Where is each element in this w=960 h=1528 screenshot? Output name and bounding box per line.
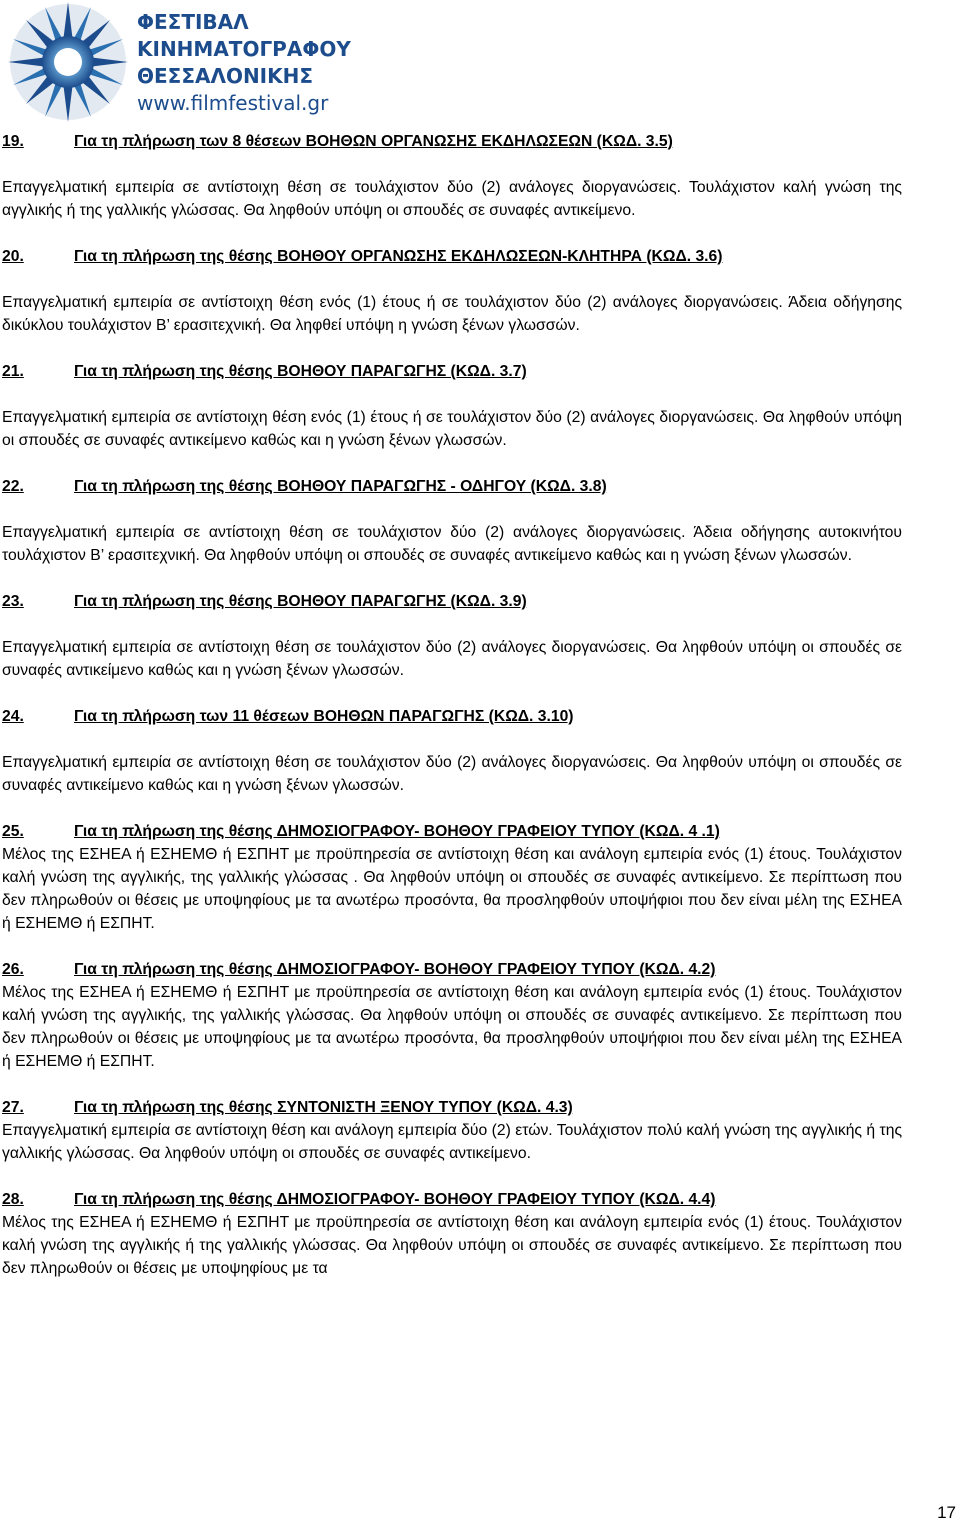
position-section-25 <box>2 820 902 935</box>
position-section-24 <box>2 705 902 797</box>
section-title: Για τη πλήρωση της θέσης ΔΗΜΟΣΙΟΓΡΑΦΟΥ- ΒΟΗΘΟΥ ΓΡΑΦΕΙΟΥ ΤΥΠΟΥ (ΚΩΔ. 4.4) <box>74 1191 716 1208</box>
section-title: Για τη πλήρωση των 11 θέσεων ΒΟΗΘΩΝ ΠΑΡΑΓΩΓΗΣ (ΚΩΔ. 3.10) <box>74 708 574 725</box>
section-heading <box>2 1096 902 1119</box>
section-text: Επαγγελματική εμπειρία σε αντίστοιχη θέση σε τουλάχιστον δύο (2) ανάλογες διοργανώσεις. Τουλάχιστον καλή γνώση της αγγλικής ή της γαλλικής γλώσσας. Θα ληφθούν υπόψη οι σπουδές σε συναφές αντικείμενο. <box>2 179 902 219</box>
section-heading <box>2 1188 902 1211</box>
page-header <box>0 0 960 125</box>
position-section-20 <box>2 245 902 337</box>
section-title: Για τη πλήρωση της θέσης ΒΟΗΘΟΥ ΠΑΡΑΓΩΓΗΣ (ΚΩΔ. 3.7) <box>74 363 527 380</box>
section-text: Επαγγελματική εμπειρία σε αντίστοιχη θέση ενός (1) έτους ή σε τουλάχιστον δύο (2) ανάλογες διοργανώσεις. Θα ληφθούν υπόψη οι σπουδές σε συναφές αντικείμενο καθώς και η γνώση ξένων γλωσσών. <box>2 409 902 449</box>
section-heading <box>2 958 902 981</box>
section-title: Για τη πλήρωση των 8 θέσεων ΒΟΗΘΩΝ ΟΡΓΑΝΩΣΗΣ ΕΚΔΗΛΩΣΕΩΝ (ΚΩΔ. 3.5) <box>74 133 673 150</box>
section-number: 20. <box>2 248 24 265</box>
section-text: Μέλος της ΕΣΗΕΑ ή ΕΣΗΕΜΘ ή ΕΣΠΗΤ με προϋπηρεσία σε αντίστοιχη θέση και ανάλογη εμπειρία ενός (1) έτους. Τουλάχιστον καλή γνώση της αγγλικής, της γαλλικής γλώσσας. Θα ληφθούν υπόψη οι σπουδές σε συναφές αντικείμενο. Σε περίπτωση που δεν πληρωθούν οι θέσεις με υποψηφίους με τα ανωτέρω προσόντα, θα προσληφθούν υποψήφιοι που δεν είναι μέλη της ΕΣΗΕΑ ή ΕΣΗΕΜΘ ή ΕΣΠΗΤ. <box>2 984 902 1070</box>
section-text: Επαγγελματική εμπειρία σε αντίστοιχη θέση ενός (1) έτους ή σε τουλάχιστον δύο (2) ανάλογες διοργανώσεις. Άδεια οδήγησης δικύκλου τουλάχιστον Β’ ερασιτεχνική. Θα ληφθεί υπόψη η γνώση ξένων γλωσσών. <box>2 294 902 334</box>
section-title: Για τη πλήρωση της θέσης ΒΟΗΘΟΥ ΟΡΓΑΝΩΣΗΣ ΕΚΔΗΛΩΣΕΩΝ-ΚΛΗΤΗΡΑ (ΚΩΔ. 3.6) <box>74 248 723 265</box>
section-title: Για τη πλήρωση της θέσης ΒΟΗΘΟΥ ΠΑΡΑΓΩΓΗΣ (ΚΩΔ. 3.9) <box>74 593 527 610</box>
section-heading <box>2 360 902 383</box>
section-number: 26. <box>2 961 24 978</box>
section-text: Επαγγελματική εμπειρία σε αντίστοιχη θέση σε τουλάχιστον δύο (2) ανάλογες διοργανώσεις. Άδεια οδήγησης αυτοκινήτου τουλάχιστον Β’ ερασιτεχνική. Θα ληφθούν υπόψη οι σπουδές σε συναφές αντικείμενο καθώς και η γνώση ξένων γλωσσών. <box>2 524 902 564</box>
position-section-19 <box>2 130 902 222</box>
section-number: 19. <box>2 133 24 150</box>
position-section-27 <box>2 1096 902 1165</box>
logo-line-2: ΚΙΝΗΜΑΤΟΓΡΑΦΟΥ <box>137 37 351 61</box>
logo-url: www.filmfestival.gr <box>137 91 329 115</box>
logo-line-3: ΘΕΣΣΑΛΟΝΙΚΗΣ <box>137 64 314 88</box>
section-text: Επαγγελματική εμπειρία σε αντίστοιχη θέση σε τουλάχιστον δύο (2) ανάλογες διοργανώσεις. Θα ληφθούν υπόψη οι σπουδές σε συναφές αντικείμενο καθώς και η γνώση ξένων γλωσσών. <box>2 754 902 794</box>
section-number: 28. <box>2 1191 24 1208</box>
logo-line-1: ΦΕΣΤΙΒΑΛ <box>137 10 249 34</box>
page-number: 17 <box>937 1503 956 1522</box>
section-title: Για τη πλήρωση της θέσης ΔΗΜΟΣΙΟΓΡΑΦΟΥ- ΒΟΗΘΟΥ ΓΡΑΦΕΙΟΥ ΤΥΠΟΥ (ΚΩΔ. 4 .1) <box>74 823 720 840</box>
festival-logo-text <box>137 9 351 117</box>
section-heading <box>2 245 902 268</box>
section-number: 22. <box>2 478 24 495</box>
section-heading <box>2 705 902 728</box>
section-heading <box>2 590 902 613</box>
position-section-21 <box>2 360 902 452</box>
position-section-23 <box>2 590 902 682</box>
section-number: 23. <box>2 593 24 610</box>
position-section-26 <box>2 958 902 1073</box>
section-heading <box>2 820 902 843</box>
section-number: 27. <box>2 1099 24 1116</box>
section-number: 21. <box>2 363 24 380</box>
section-text: Μέλος της ΕΣΗΕΑ ή ΕΣΗΕΜΘ ή ΕΣΠΗΤ με προϋπηρεσία σε αντίστοιχη θέση και ανάλογη εμπειρία ενός (1) έτους. Τουλάχιστον καλή γνώση της αγγλικής ή της γαλλικής γλώσσας. Θα ληφθούν υπόψη οι σπουδές σε συναφές αντικείμενο. Σε περίπτωση που δεν πληρωθούν οι θέσεις με υποψηφίους με τα <box>2 1214 902 1277</box>
section-text: Μέλος της ΕΣΗΕΑ ή ΕΣΗΕΜΘ ή ΕΣΠΗΤ με προϋπηρεσία σε αντίστοιχη θέση και ανάλογη εμπειρία ενός (1) έτους. Τουλάχιστον καλή γνώση της αγγλικής, της γαλλικής γλώσσας . Θα ληφθούν υπόψη οι σπουδές σε συναφές αντικείμενο. Σε περίπτωση που δεν πληρωθούν οι θέσεις με υποψηφίους με τα ανωτέρω προσόντα, θα προσληφθούν υποψήφιοι που δεν είναι μέλη της ΕΣΗΕΑ ή ΕΣΗΕΜΘ ή ΕΣΠΗΤ. <box>2 846 902 932</box>
section-number: 24. <box>2 708 24 725</box>
section-text: Επαγγελματική εμπειρία σε αντίστοιχη θέση και ανάλογη εμπειρία δύο (2) ετών. Τουλάχιστον πολύ καλή γνώση της αγγλικής ή της γαλλικής γλώσσας. Θα ληφθούν υπόψη οι σπουδές σε συναφές αντικείμενο. <box>2 1122 902 1162</box>
position-section-28 <box>2 1188 902 1280</box>
section-title: Για τη πλήρωση της θέσης ΒΟΗΘΟΥ ΠΑΡΑΓΩΓΗΣ - ΟΔΗΓΟΥ (ΚΩΔ. 3.8) <box>74 478 607 495</box>
section-heading <box>2 130 902 153</box>
section-title: Για τη πλήρωση της θέσης ΔΗΜΟΣΙΟΓΡΑΦΟΥ- ΒΟΗΘΟΥ ΓΡΑΦΕΙΟΥ ΤΥΠΟΥ (ΚΩΔ. 4.2) <box>74 961 716 978</box>
section-text: Επαγγελματική εμπειρία σε αντίστοιχη θέση σε τουλάχιστον δύο (2) ανάλογες διοργανώσεις. Θα ληφθούν υπόψη οι σπουδές σε συναφές αντικείμενο καθώς και η γνώση ξένων γλωσσών. <box>2 639 902 679</box>
festival-logo-icon <box>2 0 132 125</box>
document-body <box>2 130 902 1303</box>
position-section-22 <box>2 475 902 567</box>
section-heading <box>2 475 902 498</box>
section-title: Για τη πλήρωση της θέσης ΣΥΝΤΟΝΙΣΤΗ ΞΕΝΟΥ ΤΥΠΟΥ (ΚΩΔ. 4.3) <box>74 1099 573 1116</box>
section-number: 25. <box>2 823 24 840</box>
